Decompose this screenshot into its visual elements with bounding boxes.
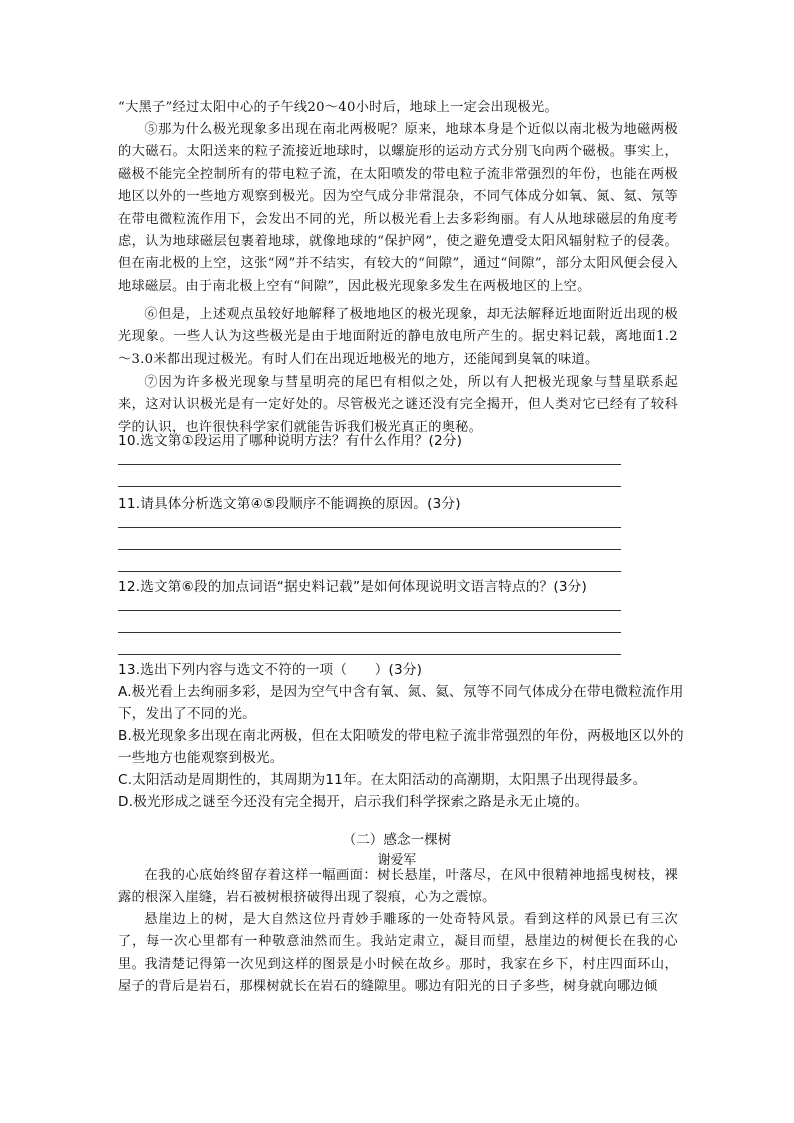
passage-paragraph-7: ⑦因为许多极光现象与彗星明亮的尾巴有相似之处，所以有人把极光现象与彗星联系起来，这对认识极光是有一定好处的。尽管极光之谜还没有完全揭开，但人类对它已经有了较科学的认识，也许很快科学家们就能告诉我们极光真正的奥秘。 <box>118 375 678 435</box>
answer-line[interactable] <box>118 549 621 550</box>
answer-line[interactable] <box>118 654 621 655</box>
passage-paragraph-intro: “大黑子”经过太阳中心的子午线20～40小时后，地球上一定会出现极光。 <box>118 100 558 115</box>
option-c[interactable]: C.太阳活动是周期性的，其周期为11年。在太阳活动的高潮期，太阳黑子出现得最多。 <box>118 772 647 788</box>
answer-line[interactable] <box>118 527 621 528</box>
answer-line[interactable] <box>118 464 621 465</box>
essay-paragraph-2: 悬崖边上的树，是大自然这位丹青妙手雕琢的一处奇特风景。看到这样的风景已有三次了，每一次心里都有一种敬意油然而生。我站定肃立，凝目而望，悬崖边的树便长在我的心里。 <box>118 912 678 972</box>
question-10: 10.选文第①段运用了哪种说明方法？有什么作用？(2分) <box>118 433 463 449</box>
question-12: 12.选文第⑥段的加点词语“据史料记载”是如何体现说明文语言特点的？(3分) <box>118 579 587 595</box>
option-a[interactable]: A.极光看上去绚丽多彩，是因为空气中含有氧、氮、氦、氖等不同气体成分在带电微粒流作用下，发出了不同的光。 <box>118 684 684 722</box>
author-name: 谢爱军 <box>377 853 417 868</box>
answer-line[interactable] <box>118 610 621 611</box>
option-b[interactable]: B.极光现象多出现在南北两极，但在太阳喷发的带电粒子流非常强烈的年份，两极地区以外的一些地方也能观察到极光。 <box>118 728 684 766</box>
answer-line[interactable] <box>118 632 621 633</box>
answer-line[interactable] <box>118 486 621 487</box>
section-title: （二）感念一棵树 <box>342 832 452 848</box>
passage-paragraph-6: ⑥但是，上述观点虽较好地解释了极地地区的极光现象，却无法解释近地面附近出现的极光现象。一些人认为这些极光是由于地面附近的静电放电所产生的。据史料记载，离地面1.2～3.0米都出现过极光。有时人们在出现近地极光的地方，还能闻到臭氧的味道。 <box>118 307 678 367</box>
essay-paragraph-1: 在我的心底始终留存着这样一幅画面：树长悬崖，叶落尽，在风中很精神地摇曳树枝，裸露的根深入崖缝，岩石被树根挤破得出现了裂痕，心为之震惊。 <box>118 868 678 906</box>
option-d[interactable]: D.极光形成之谜至今还没有完全揭开，启示我们科学探索之路是永无止境的。 <box>118 794 589 810</box>
essay-paragraph-3: 我清楚记得第一次见到这样的图景是小时候在故乡。那时，我家在乡下，村庄四面环山，屋子的背后是岩石，那棵树就长在岩石的缝隙里。哪边有阳光的日子多些，树身就向哪边倾 <box>118 957 678 995</box>
question-13: 13.选出下列内容与选文不符的一项（ ）(3分) <box>118 662 423 678</box>
passage-paragraph-5: ⑤那为什么极光现象多出现在南北两极呢？原来，地球本身是个近似以南北极为地磁两极的大磁石。太阳送来的粒子流接近地球时，以螺旋形的运动方式分别飞向两个磁极。事实上，磁极不能完全控制所有的带电粒子流，在太阳喷发的带电粒子流非常强烈的年份，也能在两极地区以外的一些地方观察到极光。因为空气成分非常混杂，不同气体成分如氧、氮、氦、氖等在带电微粒流作用下，会发出不同的光，所以极光看上去多彩绚丽。有人从地球磁层的角度考虑，认为地球磁层包裹着地球，就像地球的“保护网”，使之避免遭受太阳风辐射粒子的侵袭。但在南北极的上空，这张“网”并不结实，有较大的“间隙”，通过“间隙”，部分太阳风便会侵入地球磁层。由于南北极上空有“间隙”，因此极光现象多发生在两极地区的上空。 <box>118 122 678 294</box>
answer-line[interactable] <box>118 571 621 572</box>
question-11: 11.请具体分析选文第④⑤段顺序不能调换的原因。(3分) <box>118 496 461 512</box>
